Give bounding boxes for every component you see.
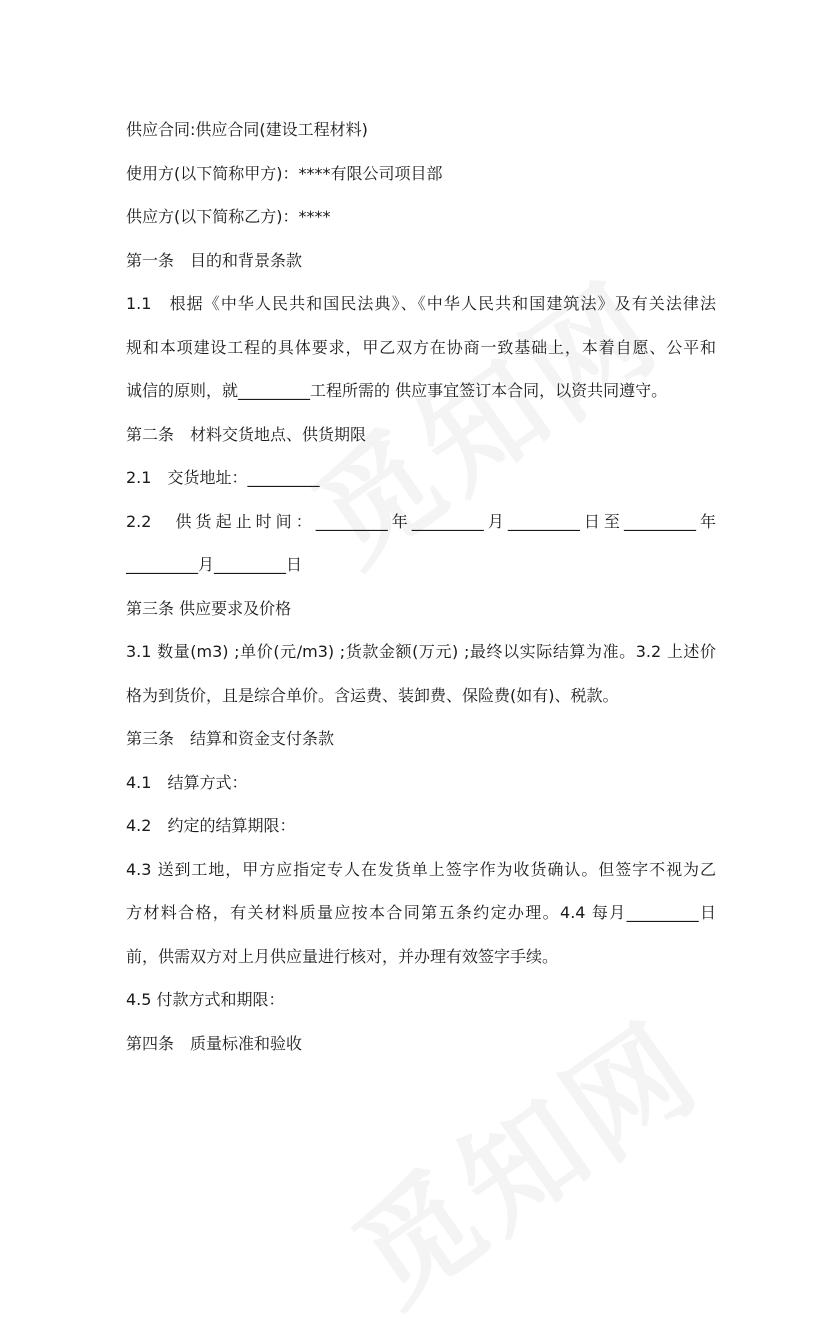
paragraph-line: 3.1 数量(m3) ;单价(元/m3) ;货款金额(万元) ;最终以实际结算为准。3.2 上述价 xyxy=(126,642,716,661)
paragraph-line: 方材料合格，有关材料质量应按本合同第五条约定办理。4.4 每月_________日 xyxy=(126,903,716,922)
clause-line: 4.2 约定的结算期限： xyxy=(126,816,296,835)
contract-body xyxy=(126,108,716,1065)
settlement-article-heading: 第三条 结算和资金支付条款 xyxy=(126,729,335,748)
paragraph-line: 前，供需双方对上月供应量进行核对，并办理有效签字手续。 xyxy=(126,946,559,966)
paragraph-line: 4.3 送到工地，甲方应指定专人在发货单上签字作为收货确认。但签字不视为乙 xyxy=(126,859,716,879)
supply-period-line: _________月_________日 xyxy=(126,555,303,574)
paragraph-line: 规和本项建设工程的具体要求，甲乙双方在协商一致基础上，本着自愿、公平和 xyxy=(126,337,716,357)
supply-period-line: 2.2 供货起止时间：_________年_________月_________日至_________年 xyxy=(126,511,716,531)
clause-line: 4.5 付款方式和期限： xyxy=(126,990,285,1009)
clause-line: 4.1 结算方式： xyxy=(126,772,248,792)
article-4-heading: 第四条 质量标准和验收 xyxy=(126,1033,303,1053)
article-1-heading: 第一条 目的和背景条款 xyxy=(126,250,303,270)
paragraph-line: 1.1 根据《中华人民共和国民法典》、《中华人民共和国建筑法》及有关法律法 xyxy=(126,294,716,313)
delivery-address-line: 2.1 交货地址：_________ xyxy=(126,468,320,487)
contract-title: 供应合同:供应合同(建设工程材料) xyxy=(126,120,368,139)
paragraph-line: 诚信的原则，就_________工程所需的 供应事宜签订本合同，以资共同遵守。 xyxy=(126,381,668,400)
article-3-heading: 第三条 供应要求及价格 xyxy=(126,598,292,618)
article-2-heading: 第二条 材料交货地点、供货期限 xyxy=(126,424,367,444)
paragraph-line: 格为到货价，且是综合单价。含运费、装卸费、保险费(如有)、税款。 xyxy=(126,685,619,705)
party-a-line: 使用方(以下简称甲方)：****有限公司项目部 xyxy=(126,163,443,183)
party-b-line: 供应方(以下简称乙方)：**** xyxy=(126,207,331,226)
